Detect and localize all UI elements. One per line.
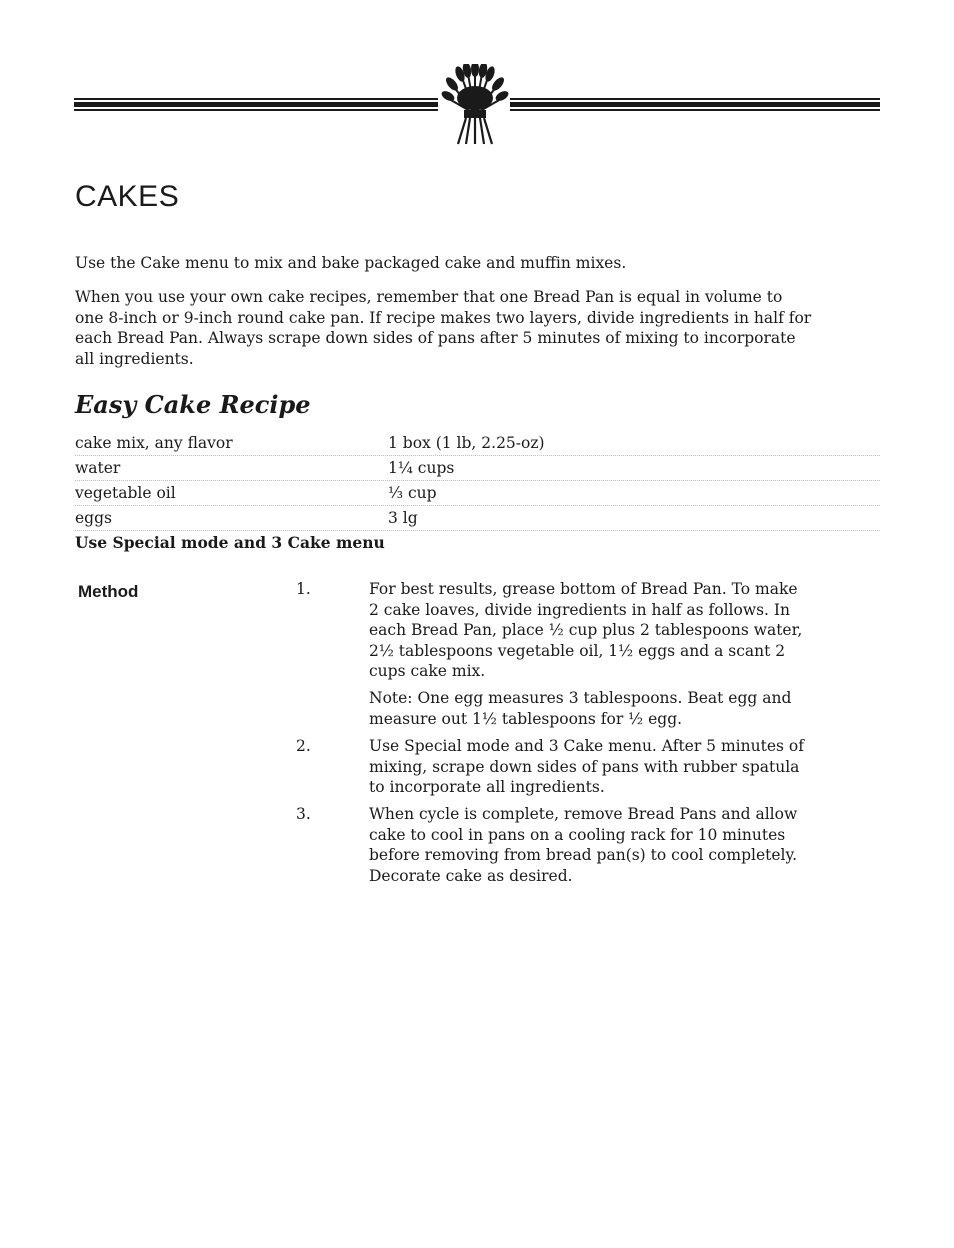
ingredients-table xyxy=(75,431,880,531)
method-label: Method xyxy=(78,582,139,601)
intro-paragraph: Use the Cake menu to mix and bake packaged cake and muffin mixes. xyxy=(75,254,627,272)
mode-note: Use Special mode and 3 Cake menu xyxy=(75,533,385,552)
ingredient-amount: ⅓ cup xyxy=(388,484,437,502)
recipe-title: Easy Cake Recipe xyxy=(75,390,311,419)
wheat-sheaf-icon xyxy=(440,64,510,146)
page-title: CAKES xyxy=(75,180,180,213)
step-number: 2. xyxy=(296,737,311,755)
page-header xyxy=(74,62,880,148)
step-text: When cycle is complete, remove Bread Pans and allow cake to cool in pans on a cooling rack for 10 minutes before removing from bread pan(s) to cool completely. Decorate cake as desired. xyxy=(369,805,798,885)
ingredient-amount: 1¼ cups xyxy=(388,459,455,477)
step-number: 1. xyxy=(296,580,311,598)
header-rule-left xyxy=(74,98,438,111)
ingredient-row xyxy=(75,506,880,531)
ingredient-row xyxy=(75,456,880,481)
ingredient-amount: 1 box (1 lb, 2.25-oz) xyxy=(388,434,545,452)
step-note: Note: One egg measures 3 tablespoons. Beat egg and measure out 1½ tablespoons for ½ egg. xyxy=(369,689,792,728)
header-rule-right xyxy=(510,98,880,111)
ingredient-row xyxy=(75,481,880,506)
ingredient-amount: 3 lg xyxy=(388,509,418,527)
step-text: For best results, grease bottom of Bread Pan. To make 2 cake loaves, divide ingredients in half as follows. In each Bread Pan, place ½ cup plus 2 tablespoons water, 2½ tablespoons vegetable oil, 1½ eggs and a scant 2 cups cake mix. xyxy=(369,580,803,680)
ingredient-row xyxy=(75,431,880,456)
ingredient-name: cake mix, any flavor xyxy=(75,434,233,452)
ingredient-name: vegetable oil xyxy=(75,484,176,502)
intro-paragraph: When you use your own cake recipes, remember that one Bread Pan is equal in volume to one 8-inch or 9-inch round cake pan. If recipe makes two layers, divide ingredients in half for each Bread Pan. Always scrape down sides of pans after 5 minutes of mixing to incorporate all ingredients. xyxy=(75,288,812,368)
step-number: 3. xyxy=(296,805,311,823)
step-text: Use Special mode and 3 Cake menu. After 5 minutes of mixing, scrape down sides of pans with rubber spatula to incorporate all ingredients. xyxy=(369,737,804,796)
ingredient-name: water xyxy=(75,459,121,477)
ingredient-name: eggs xyxy=(75,509,112,527)
